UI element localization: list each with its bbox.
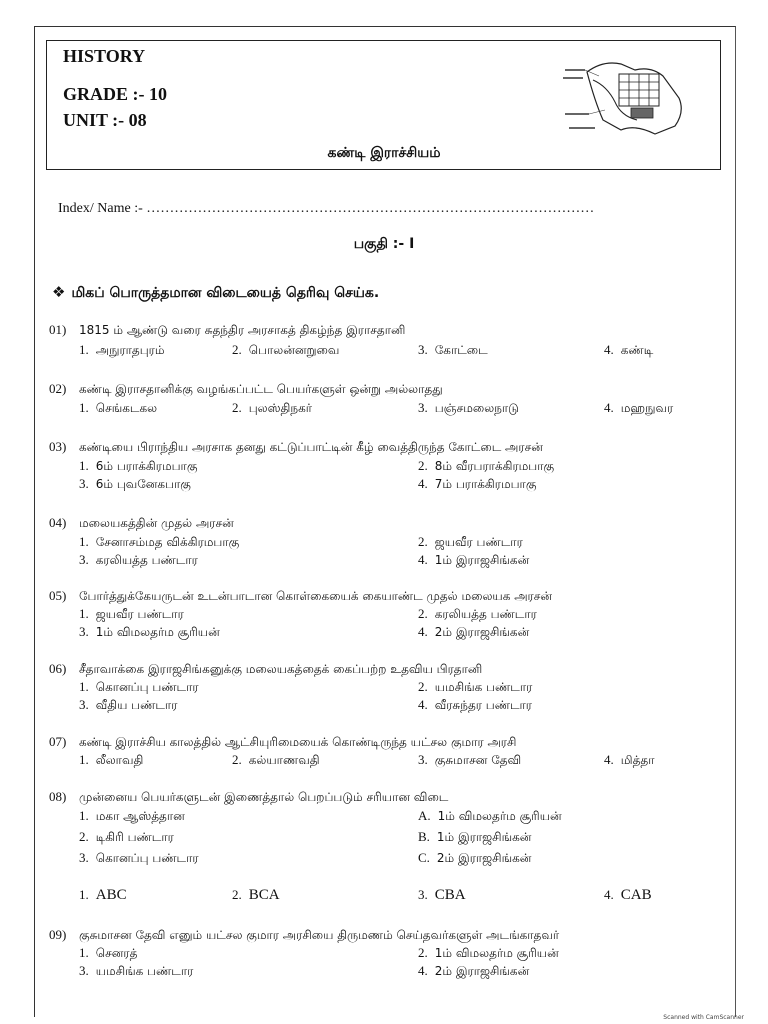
option[interactable]: 3. பஞ்சமலைநாடு bbox=[418, 400, 519, 415]
option[interactable]: 3. CBA bbox=[418, 887, 466, 903]
question-9 bbox=[49, 927, 559, 944]
option[interactable]: 1. கொனப்பு பண்டார bbox=[79, 679, 199, 694]
question-text: கண்டியை பிராந்திய அரசாக தனது கட்டுப்பாட்டின் கீழ் வைத்திருந்த கோட்டை அரசன் bbox=[79, 440, 543, 454]
question-number: 02) bbox=[49, 381, 67, 396]
option[interactable]: 1. செனரத் bbox=[79, 945, 138, 960]
option[interactable]: 3. 1ம் விமலதர்ம சூரியன் bbox=[79, 624, 220, 639]
question-text: சீதாவாக்கை இராஜசிங்கனுக்கு மலையகத்தைக் கைப்பற்ற உதவிய பிரதானி bbox=[79, 662, 483, 676]
option[interactable]: 4. 1ம் இராஜசிங்கன் bbox=[418, 552, 530, 567]
option[interactable]: 2. யமசிங்க பண்டார bbox=[418, 679, 533, 694]
option[interactable]: 4. 2ம் இராஜசிங்கன் bbox=[418, 963, 530, 978]
instruction bbox=[52, 283, 379, 303]
option[interactable]: 3. குசுமாசன தேவி bbox=[418, 752, 522, 767]
option[interactable]: 3. வீதிய பண்டார bbox=[79, 697, 178, 712]
unit-heading: UNIT :- 08 bbox=[63, 110, 147, 130]
question-1 bbox=[49, 322, 405, 339]
option[interactable]: 3. 6ம் புவனேகபாகு bbox=[79, 476, 191, 491]
part-heading: பகுதி :- I bbox=[353, 236, 415, 252]
question-number: 09) bbox=[49, 927, 67, 942]
option[interactable]: 1. சேனாசம்மத விக்கிரமபாகு bbox=[79, 534, 240, 549]
option[interactable]: 2. பொலன்னறுவை bbox=[232, 342, 340, 357]
option[interactable]: 2. 1ம் விமலதர்ம சூரியன் bbox=[418, 945, 559, 960]
question-number: 03) bbox=[49, 439, 67, 454]
option[interactable]: 4. CAB bbox=[604, 887, 652, 903]
subject-heading: HISTORY bbox=[63, 46, 146, 66]
option[interactable]: 1. 6ம் பராக்கிரமபாகு bbox=[79, 458, 198, 473]
question-5 bbox=[49, 588, 552, 605]
instruction-text: மிகப் பொருத்தமான விடையைத் தெரிவு செய்க. bbox=[71, 285, 380, 301]
question-text: 1815 ம் ஆண்டு வரை சுதந்திர அரசாகத் திகழ்ந்த இராசதானி bbox=[79, 323, 406, 337]
option[interactable]: 4. 2ம் இராஜசிங்கன் bbox=[418, 624, 530, 639]
kandy-map-illustration bbox=[555, 50, 695, 140]
option[interactable]: 2. கல்யாணவதி bbox=[232, 752, 320, 767]
option[interactable]: 1. அநுராதபுரம் bbox=[79, 342, 165, 357]
option[interactable]: 2. BCA bbox=[232, 887, 280, 903]
question-text: முன்னைய பெயர்களுடன் இணைத்தால் பெறப்படும் சரியான விடை bbox=[79, 790, 449, 804]
pair-right: C. 2ம் இராஜசிங்கன் bbox=[418, 850, 532, 865]
option[interactable]: 3. யமசிங்க பண்டார bbox=[79, 963, 194, 978]
question-text: மலையகத்தின் முதல் அரசன் bbox=[79, 516, 234, 530]
question-4 bbox=[49, 515, 234, 532]
option[interactable]: 1. ஜயவீர பண்டார bbox=[79, 606, 184, 621]
option[interactable]: 2. 8ம் வீரபராக்கிரமபாகு bbox=[418, 458, 555, 473]
pair-left: 1. மகா ஆஸ்த்தான bbox=[79, 808, 185, 823]
pair-right: A. 1ம் விமலதர்ம சூரியன் bbox=[418, 808, 562, 823]
option[interactable]: 3. கோட்டை bbox=[418, 342, 488, 357]
option[interactable]: 2. புலஸ்திநகர் bbox=[232, 400, 313, 415]
question-number: 06) bbox=[49, 661, 67, 676]
question-text: போர்த்துக்கேயருடன் உடன்பாடான கொள்கையைக் கையாண்ட முதல் மலையக அரசன் bbox=[79, 589, 553, 603]
question-3 bbox=[49, 439, 543, 456]
question-number: 04) bbox=[49, 515, 67, 530]
question-number: 08) bbox=[49, 789, 67, 804]
question-6 bbox=[49, 661, 482, 678]
option[interactable]: 3. கரலியத்த பண்டார bbox=[79, 552, 198, 567]
question-text: கண்டி இராசதானிக்கு வழங்கப்பட்ட பெயர்களுள் ஒன்று அல்லாதது bbox=[79, 382, 443, 396]
pair-left: 3. கொனப்பு பண்டார bbox=[79, 850, 199, 865]
option[interactable]: 4. வீரசுந்தர பண்டார bbox=[418, 697, 533, 712]
question-text: கண்டி இராச்சிய காலத்தில் ஆட்சியுரிமையைக் கொண்டிருந்த யட்சல குமார அரசி bbox=[79, 735, 517, 749]
option[interactable]: 2. ஜயவீர பண்டார bbox=[418, 534, 523, 549]
diamond-bullet-icon: ❖ bbox=[52, 283, 66, 301]
question-text: குசுமாசன தேவி எனும் யட்சல குமார அரசியை திருமணம் செய்தவர்களுள் அடங்காதவர் bbox=[79, 928, 560, 942]
question-7 bbox=[49, 734, 516, 751]
option[interactable]: 4. மஹநுவர bbox=[604, 400, 674, 415]
question-2 bbox=[49, 381, 443, 398]
option[interactable]: 1. ABC bbox=[79, 887, 127, 903]
question-8 bbox=[49, 789, 448, 806]
scanner-watermark: Scanned with CamScanner bbox=[663, 1014, 744, 1021]
index-name-field[interactable]: Index/ Name :- …………………………………………………………………………………… bbox=[58, 201, 595, 216]
pair-right: B. 1ம் இராஜசிங்கன் bbox=[418, 829, 532, 844]
document-title: கண்டி இராச்சியம் bbox=[327, 145, 441, 161]
question-number: 07) bbox=[49, 734, 67, 749]
grade-heading: GRADE :- 10 bbox=[63, 84, 167, 104]
option[interactable]: 1. செங்கடகல bbox=[79, 400, 158, 415]
question-number: 01) bbox=[49, 322, 67, 337]
option[interactable]: 4. மித்தா bbox=[604, 752, 655, 767]
option[interactable]: 2. கரலியத்த பண்டார bbox=[418, 606, 537, 621]
pair-left: 2. டிகிரி பண்டார bbox=[79, 829, 174, 844]
option[interactable]: 1. லீலாவதி bbox=[79, 752, 144, 767]
option[interactable]: 4. 7ம் பராக்கிரமபாகு bbox=[418, 476, 537, 491]
option[interactable]: 4. கண்டி bbox=[604, 342, 654, 357]
question-number: 05) bbox=[49, 588, 67, 603]
